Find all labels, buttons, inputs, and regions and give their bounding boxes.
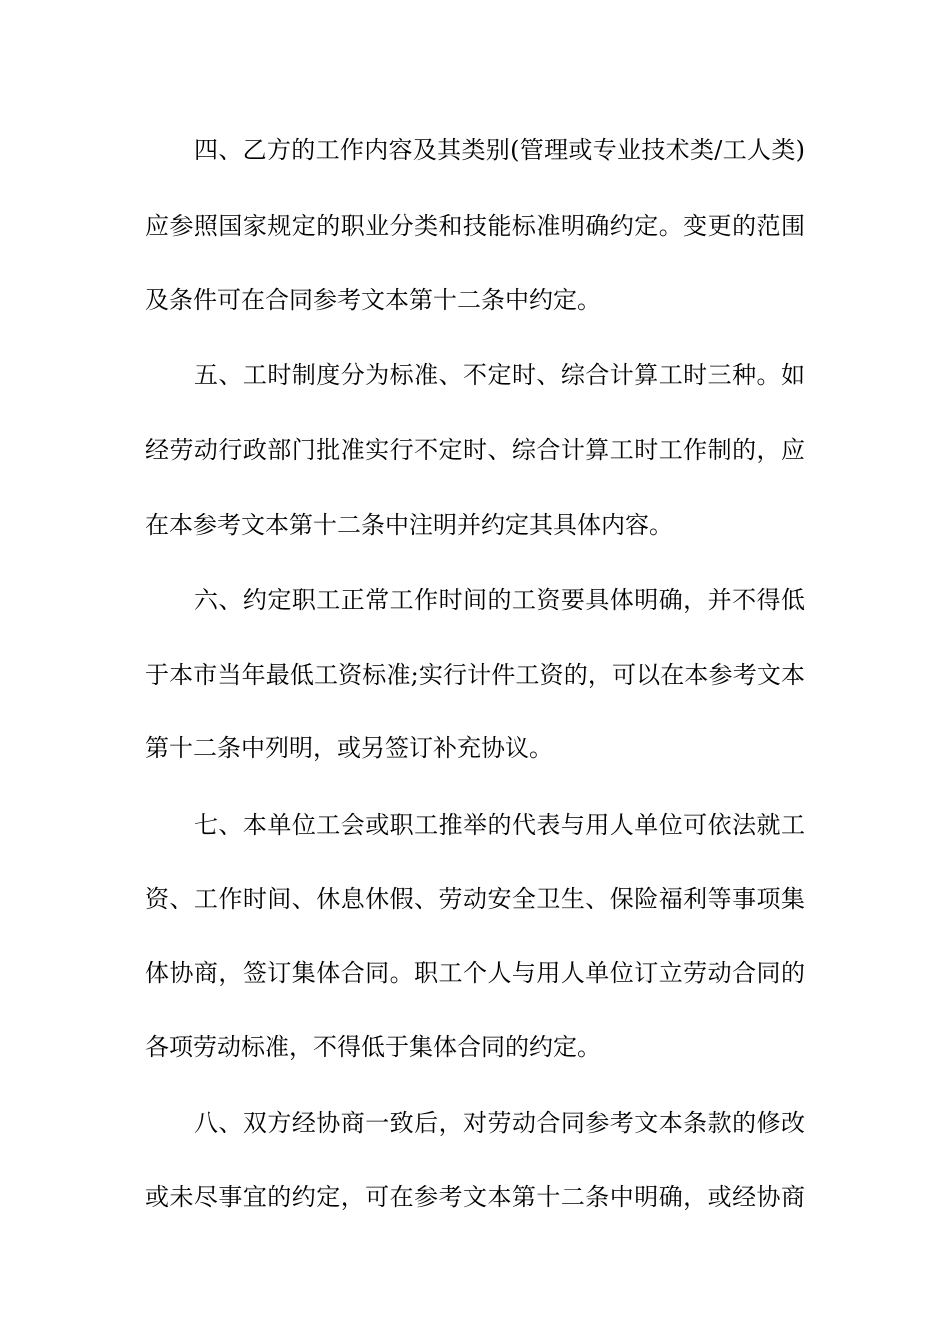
paragraph-4-line-3: 及条件可在合同参考文本第十二条中约定。 [145, 286, 601, 314]
paragraph-4-line-2: 应参照国家规定的职业分类和技能标准明确约定。变更的范围 [145, 212, 805, 240]
paragraph-7-line-3: 体协商，签订集体合同。职工个人与用人单位订立劳动合同的 [145, 959, 805, 987]
paragraph-6-line-1: 六、约定职工正常工作时间的工资要具体明确，并不得低 [194, 586, 805, 614]
paragraph-6-line-3: 第十二条中列明，或另签订补充协议。 [145, 734, 553, 762]
paragraph-5-line-2: 经劳动行政部门批准实行不定时、综合计算工时工作制的，应 [145, 436, 805, 464]
paragraph-7-line-1: 七、本单位工会或职工推举的代表与用人单位可依法就工 [194, 811, 805, 839]
paragraph-8-line-2: 或未尽事宜的约定，可在参考文本第十二条中明确，或经协商 [145, 1183, 805, 1211]
paragraph-8-line-1: 八、双方经协商一致后，对劳动合同参考文本条款的修改 [194, 1109, 805, 1137]
paragraph-5-line-1: 五、工时制度分为标准、不定时、综合计算工时三种。如 [194, 361, 805, 389]
paragraph-4-line-1: 四、乙方的工作内容及其类别(管理或专业技术类/工人类) [194, 136, 805, 164]
paragraph-6-line-2: 于本市当年最低工资标准;实行计件工资的，可以在本参考文本 [145, 661, 805, 689]
paragraph-5-line-3: 在本参考文本第十二条中注明并约定其具体内容。 [145, 511, 673, 539]
paragraph-7-line-4: 各项劳动标准，不得低于集体合同的约定。 [145, 1033, 601, 1061]
paragraph-7-line-2: 资、工作时间、休息休假、劳动安全卫生、保险福利等事项集 [145, 885, 805, 913]
